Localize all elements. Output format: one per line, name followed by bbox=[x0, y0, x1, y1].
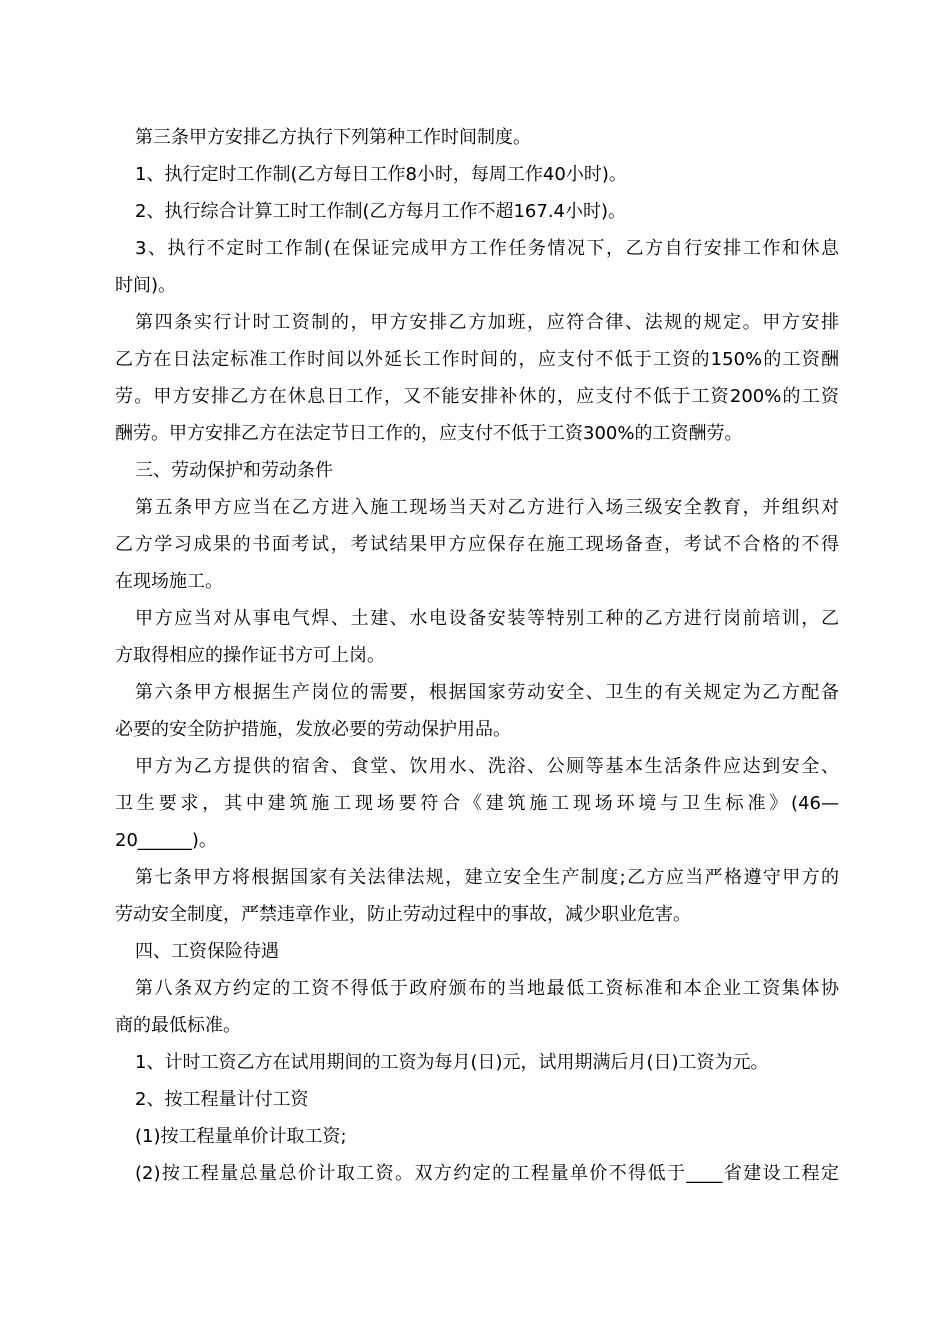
clause-4-paragraph-cont: 乙方在日法定标准工作时间以外延长工作时间的，应支付不低于工资的150%的工资酬 bbox=[115, 349, 839, 370]
clause-6-paragraph: 第六条甲方根据生产岗位的需要，根据国家劳动安全、卫生的有关规定为乙方配备 bbox=[135, 682, 839, 703]
clause-7-paragraph: 第七条甲方将根据国家有关法律法规，建立安全生产制度;乙方应当严格遵守甲方的 bbox=[135, 867, 839, 888]
clause-4-paragraph: 第四条实行计时工资制的，甲方安排乙方加班，应符合律、法规的规定。甲方安排 bbox=[135, 312, 839, 333]
training-paragraph-cont: 方取得相应的操作证书方可上岗。 bbox=[115, 645, 385, 666]
clause-4-paragraph-cont: 酬劳。甲方安排乙方在法定节日工作的，应支付不低于工资300%的工资酬劳。 bbox=[115, 423, 743, 444]
clause-8-item-2: 2、按工程量计付工资 bbox=[135, 1089, 309, 1110]
living-conditions-paragraph-cont: 20______)。 bbox=[115, 830, 217, 851]
clause-5-paragraph-cont: 乙方学习成果的书面考试，考试结果甲方应保存在施工现场备查，考试不合格的不得 bbox=[115, 534, 839, 555]
clause-3-item-1: 1、执行定时工作制(乙方每日工作8小时，每周工作40小时)。 bbox=[135, 164, 627, 185]
clause-8-paragraph: 第八条双方约定的工资不得低于政府颁布的当地最低工资标准和本企业工资集体协 bbox=[135, 978, 839, 999]
clause-8-item-1: 1、计时工资乙方在试用期间的工资为每月(日)元，试用期满后月(日)工资为元。 bbox=[135, 1052, 769, 1073]
clause-3-heading: 第三条甲方安排乙方执行下列第种工作时间制度。 bbox=[135, 127, 531, 148]
clause-4-paragraph-cont: 劳。甲方安排乙方在休息日工作，又不能安排补休的，应支付不低于工资200%的工资 bbox=[115, 386, 839, 407]
section-4-heading: 四、工资保险待遇 bbox=[135, 941, 279, 962]
clause-6-paragraph-cont: 必要的安全防护措施，发放必要的劳动保护用品。 bbox=[115, 719, 511, 740]
document-page bbox=[115, 119, 839, 1192]
living-conditions-paragraph: 甲方为乙方提供的宿舍、食堂、饮用水、洗浴、公厕等基本生活条件应达到安全、 bbox=[135, 756, 839, 777]
clause-8-item-2-sub-1: (1)按工程量单价计取工资; bbox=[135, 1126, 347, 1147]
clause-5-paragraph: 第五条甲方应当在乙方进入施工现场当天对乙方进行入场三级安全教育，并组织对 bbox=[135, 497, 839, 518]
clause-8-item-2-sub-2: (2)按工程量总量总价计取工资。双方约定的工程量单价不得低于____省建设工程定 bbox=[135, 1163, 839, 1184]
clause-7-paragraph-cont: 劳动安全制度，严禁违章作业，防止劳动过程中的事故，减少职业危害。 bbox=[115, 904, 691, 925]
training-paragraph: 甲方应当对从事电气焊、土建、水电设备安装等特别工种的乙方进行岗前培训，乙 bbox=[135, 608, 839, 629]
clause-8-paragraph-cont: 商的最低标准。 bbox=[115, 1015, 241, 1036]
clause-5-paragraph-cont: 在现场施工。 bbox=[115, 571, 223, 592]
clause-3-item-3-cont: 时间)。 bbox=[115, 275, 177, 296]
clause-3-item-3: 3、执行不定时工作制(在保证完成甲方工作任务情况下，乙方自行安排工作和休息 bbox=[135, 238, 839, 259]
section-3-heading: 三、劳动保护和劳动条件 bbox=[135, 460, 333, 481]
clause-3-item-2: 2、执行综合计算工时工作制(乙方每月工作不超167.4小时)。 bbox=[135, 201, 627, 222]
living-conditions-paragraph-cont: 卫生要求，其中建筑施工现场要符合《建筑施工现场环境与卫生标准》(46— bbox=[115, 793, 839, 814]
